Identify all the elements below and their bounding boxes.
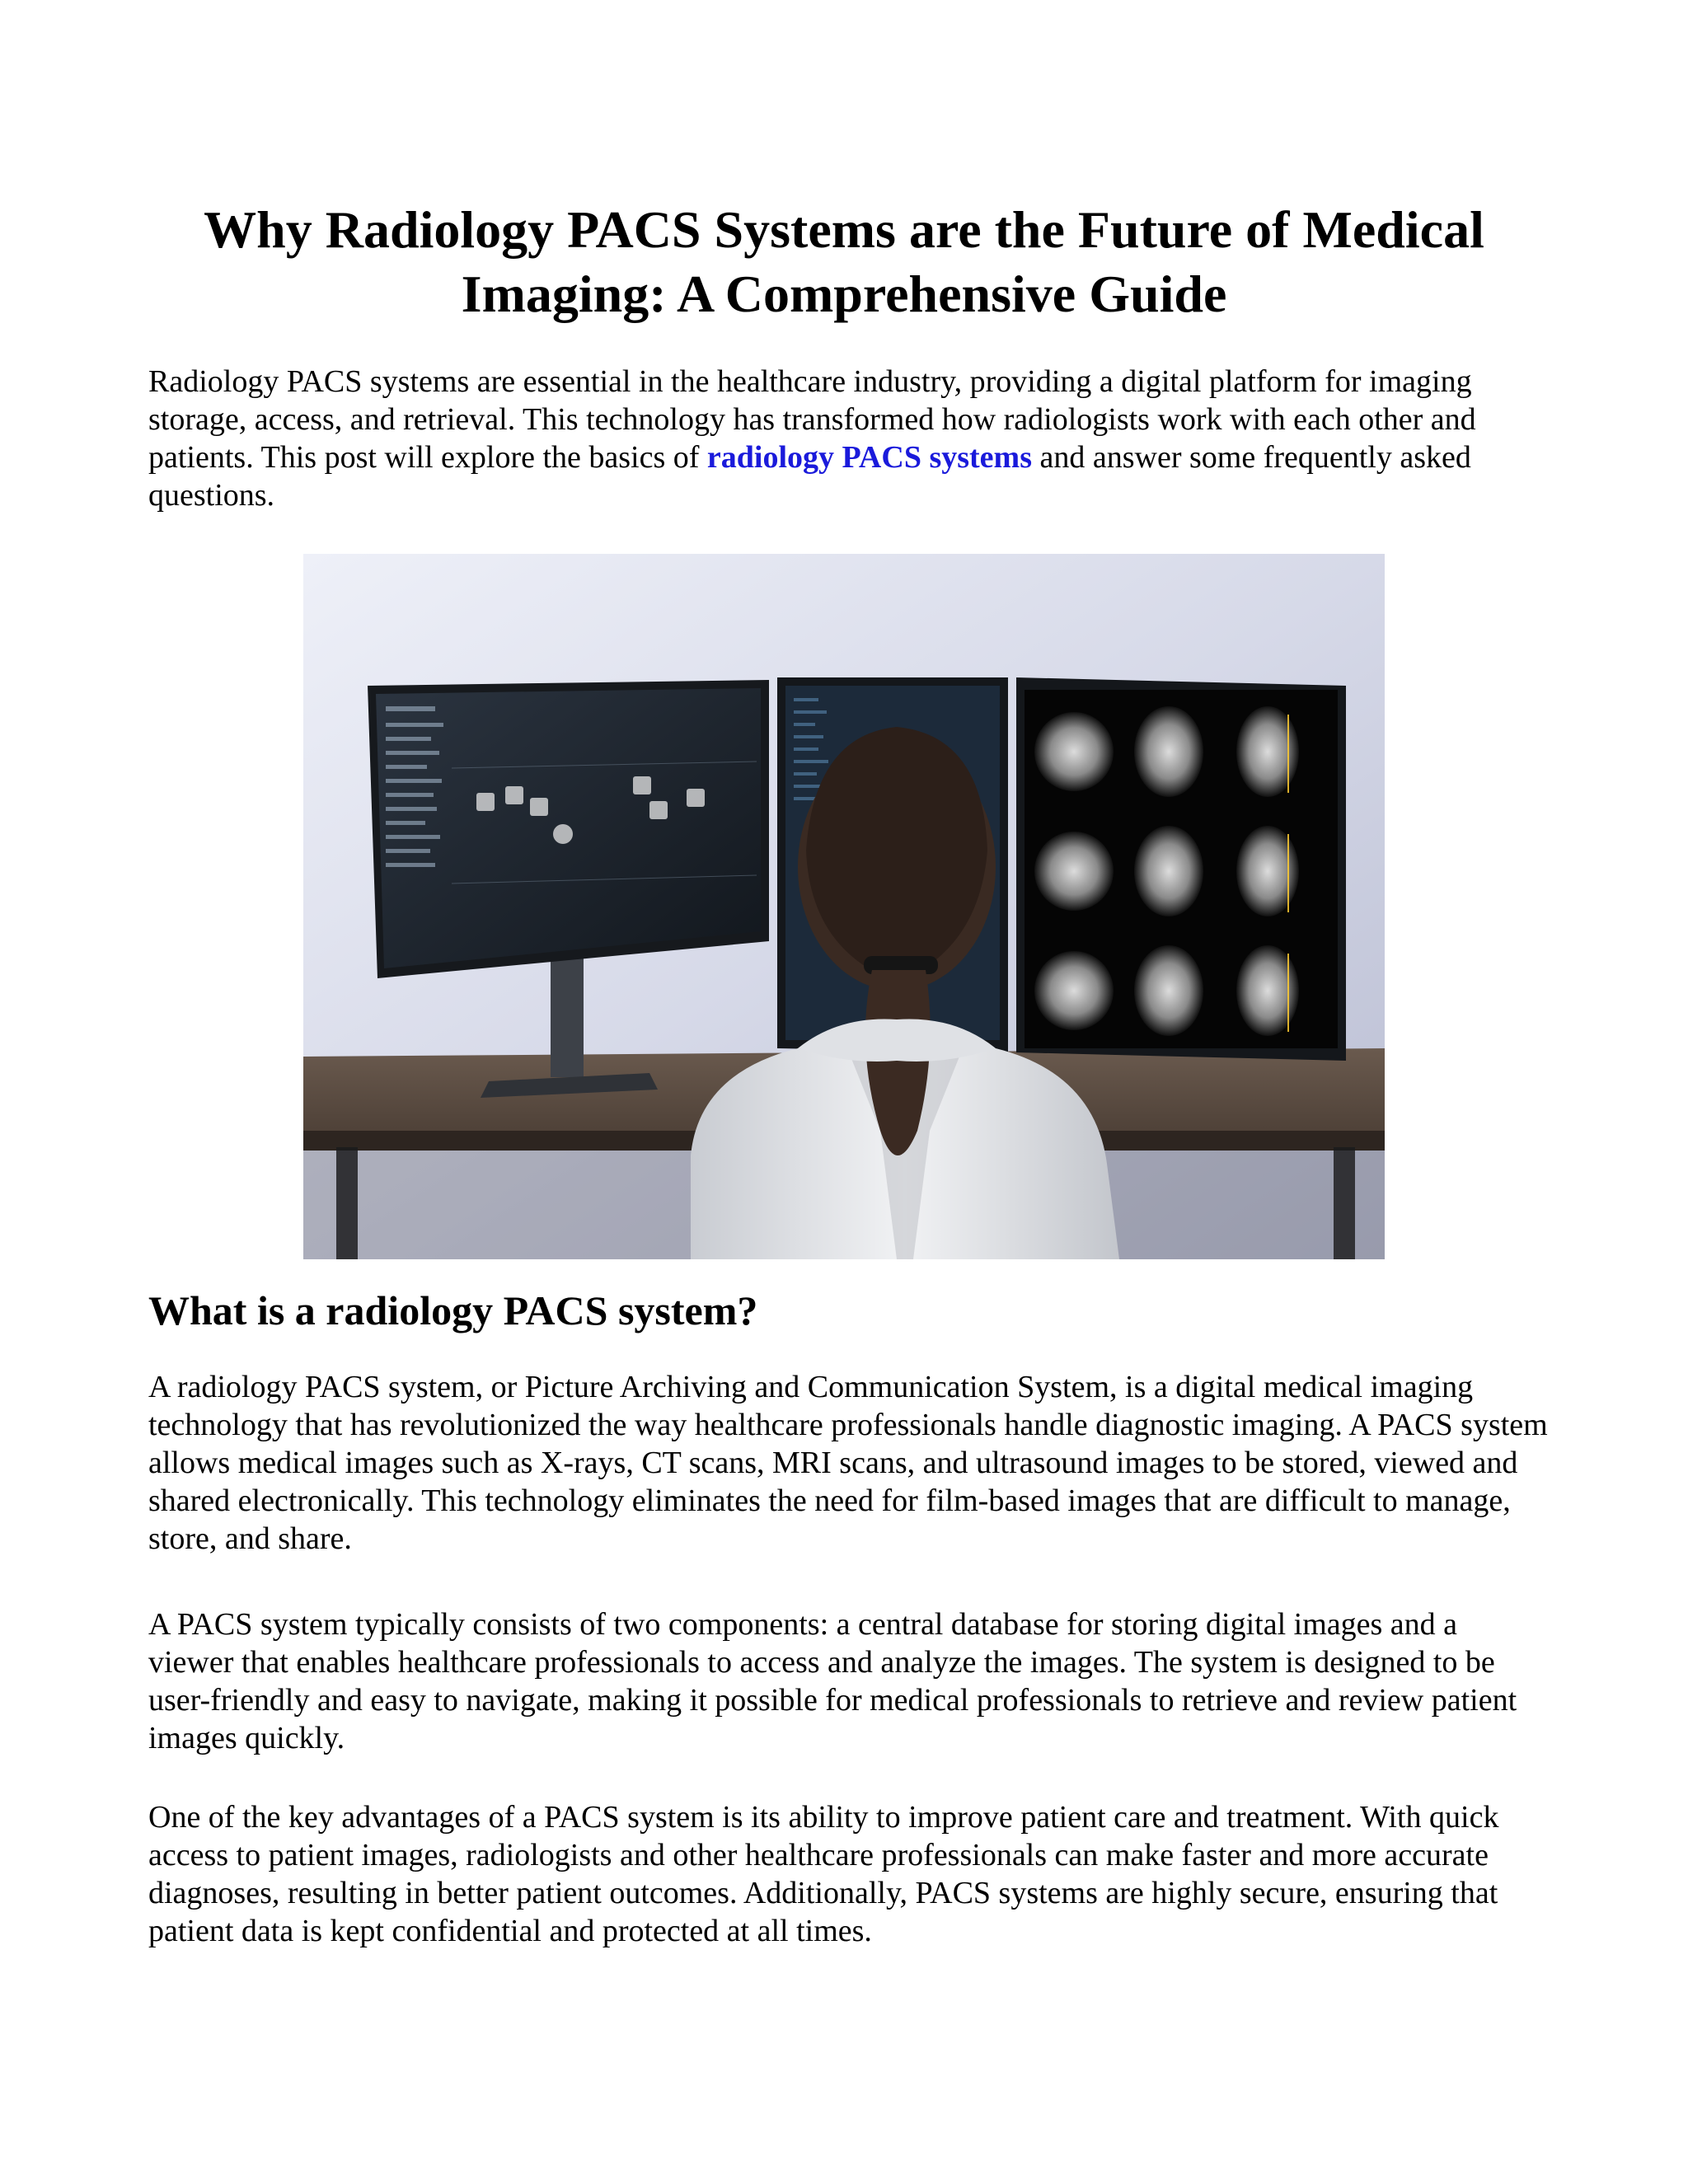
radiologist-workstation-image xyxy=(303,554,1385,1259)
section-heading: What is a radiology PACS system? xyxy=(148,1287,758,1333)
body-paragraph-2: A PACS system typically consists of two components: a central database for storing digital images and a viewer that enables healthcare professionals to access and analyze the images. The system is designed to be user-friendly and easy to navigate, making it possible for medical professionals to retrieve and review patient images quickly. xyxy=(148,1607,1517,1755)
body-paragraph-1: A radiology PACS system, or Picture Archiving and Communication System, is a digital medical imaging technology that has revolutionized the way healthcare professionals handle diagnostic imaging. A PACS system allows medical images such as X-rays, CT scans, MRI scans, and ultrasound images to be stored, viewed and shared electronically. This technology eliminates the need for film-based images that are difficult to manage, store, and share. xyxy=(148,1370,1548,1556)
intro-text-before-link: Radiology PACS systems are essential in the healthcare industry, providing a digital platform for imaging storage, access, and retrieval. This technology has transformed how radiologists work with each other and patients. This post will explore the basics of xyxy=(148,364,1476,475)
body-paragraph-3: One of the key advantages of a PACS system is its ability to improve patient care and treatment. With quick access to patient images, radiologists and other healthcare professionals can make faster and more accurate diagnoses, resulting in better patient outcomes. Additionally, PACS systems are highly secure, ensuring that patient data is kept confidential and protected at all times. xyxy=(148,1800,1499,1948)
article-title: Why Radiology PACS Systems are the Future of Medical Imaging: A Comprehensive Guide xyxy=(204,200,1484,323)
intro-text-after-link: and answer some frequently asked questions. xyxy=(148,440,1471,513)
radiology-pacs-link[interactable]: radiology PACS systems xyxy=(706,440,1032,475)
intro-paragraph xyxy=(148,363,1550,514)
